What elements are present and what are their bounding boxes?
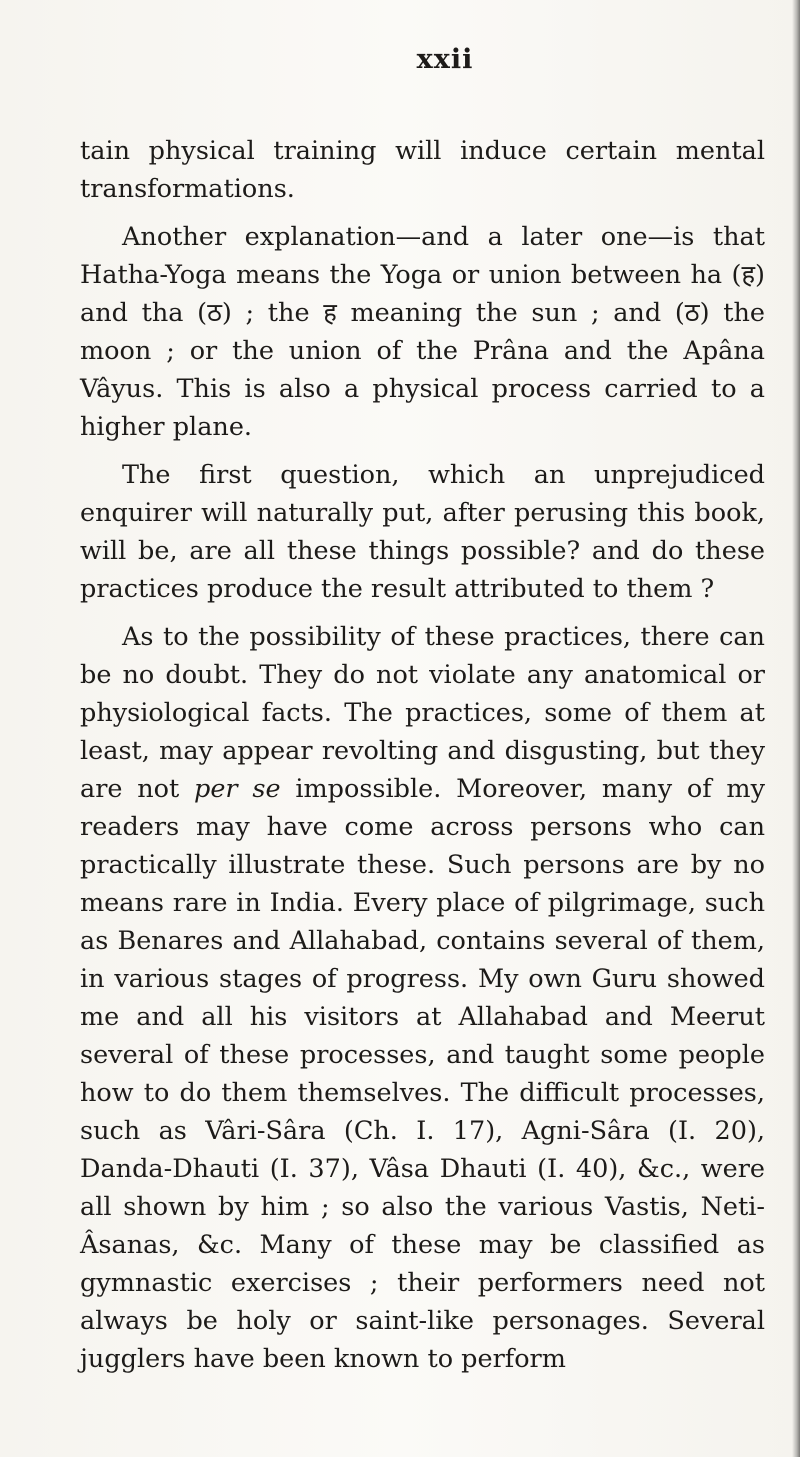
paragraph-4 bbox=[80, 618, 765, 1378]
body-text bbox=[80, 132, 765, 1388]
paragraph-4-part-1: As to the possibility of these practices, there can be no doubt. They do not violate any anatomical or physiological facts. The practices, some of them at least, may appear revolting and disgusting, but they are not bbox=[80, 622, 765, 804]
page-number: xxii bbox=[416, 44, 474, 75]
page-edge-shadow bbox=[792, 0, 800, 1457]
paragraph-3: The first question, which an unprejudiced enquirer will naturally put, after perusing this book, will be, are all these things possible? and do these practices produce the result attributed to them ? bbox=[80, 460, 765, 604]
paragraph-1: tain physical training will induce certain mental transformations. bbox=[80, 136, 765, 204]
paragraph-2: Another explanation—and a later one—is that Hatha-Yoga means the Yoga or union between ha (ह) and tha (ठ) ; the ह meaning the sun ; and (ठ) the moon ; or the union of the Prâna and the Apâna Vâyus. This is also a physical process carried to a higher plane. bbox=[80, 222, 765, 442]
paragraph-4-part-2: impossible. Moreover, many of my readers may have come across persons who can practically illustrate these. Such persons are by no means rare in India. Every place of pilgrimage, such as Benares and Allahabad, contains several of them, in various stages of progress. My own Guru showed me and all his visitors at Allahabad and Meerut several of these processes, and taught some people how to do them themselves. The difficult processes, such as Vâri-Sâra (Ch. I. 17), Agni-Sâra (I. 20), Danda-Dhauti (I. 37), Vâsa Dhauti (I. 40), &c., were all shown by him ; so also the various Vastis, Neti-Âsanas, &c. Many of these may be classified as gymnastic exercises ; their performers need not always be holy or saint-like personages. Several jugglers have been known to perform bbox=[80, 774, 766, 1374]
paragraph-4-emphasis: per se bbox=[194, 774, 281, 804]
